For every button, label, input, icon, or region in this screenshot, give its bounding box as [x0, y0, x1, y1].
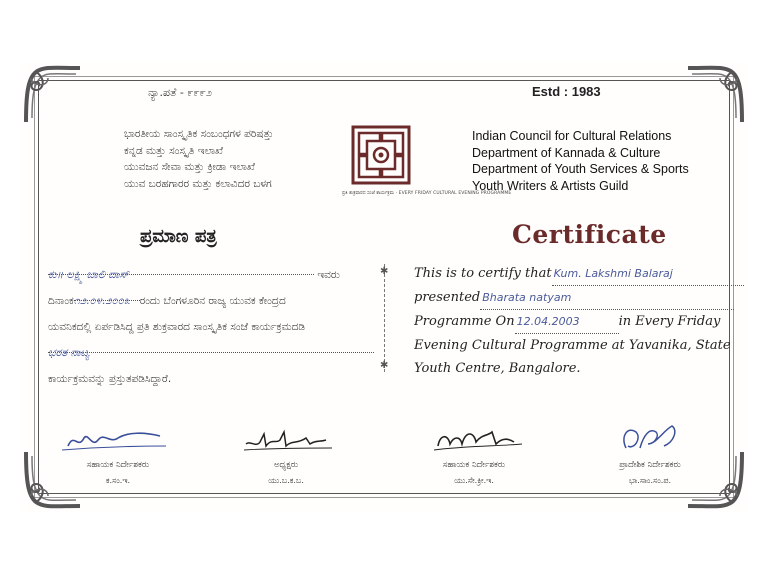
- corner-ornament-top-right-icon: [684, 64, 746, 126]
- logo-caption: ಪ್ರತಿ ಶುಕ್ರವಾರದ ಸಂಜೆ ಕಾರ್ಯಕ್ರಮ · EVERY FRIDAY CULTURAL EVENING PROGRAMME: [342, 191, 512, 196]
- text-fragment: in Every Friday: [618, 314, 721, 329]
- body-english-line: Youth Centre, Bangalore.: [414, 361, 581, 376]
- body-english-line: [414, 262, 744, 286]
- body-english: [414, 262, 744, 380]
- handwritten-program-english: Bharata natyam: [480, 286, 734, 310]
- body-kannada: [48, 262, 384, 392]
- text-fragment: ದಿನಾಂಕ: [48, 295, 74, 307]
- established-year: Estd : 1983: [532, 84, 601, 99]
- org-english-line: Indian Council for Cultural Relations: [472, 129, 672, 143]
- title-english: Certificate: [512, 220, 667, 249]
- org-names-english: [472, 128, 689, 194]
- handwritten-name-english: Kum. Lakshmi Balaraj: [552, 262, 744, 286]
- text-fragment: ರಂದು ಬೆಂಗಳೂರಿನ ರಾಜ್ಯ ಯುವಕ ಕೇಂದ್ರದ: [139, 295, 286, 307]
- org-names-kannada: [124, 126, 273, 192]
- corner-ornament-top-left-icon: [22, 64, 84, 126]
- body-english-line: [414, 286, 744, 310]
- signature-block: [48, 422, 188, 486]
- signatory-role: ಅಧ್ಯಕ್ಷರು: [273, 460, 299, 470]
- registration-number: ನ್ಯಾ.ಪತೆ - ೯೯೯೨: [148, 86, 212, 99]
- title-kannada: ಪ್ರಮಾಣ ಪತ್ರ: [140, 226, 217, 247]
- body-english-line: [414, 310, 744, 334]
- column-divider: [380, 264, 389, 372]
- signatory-department: ಭಾ.ಸಾಂ.ಸಂ.ಪ.: [629, 476, 671, 485]
- handwritten-date-english: 12.04.2003: [515, 310, 619, 334]
- signature-block: [580, 422, 720, 486]
- handwritten-date-kannada: ೧೨.೦೪.೨೦೦೩: [73, 294, 130, 307]
- text-fragment: ಇವರು: [317, 269, 340, 281]
- handwritten-name-kannada: ಕು॥ ಲಕ್ಷ್ಮಿ ಬಾಲಿ ದಾಸ್: [48, 268, 129, 281]
- body-kannada-line: ಕಾರ್ಯಕ್ರಮವನ್ನು ಪ್ರಸ್ತುತಪಡಿಸಿದ್ದಾರೆ.: [48, 373, 172, 385]
- body-kannada-line: [48, 262, 384, 288]
- org-english-line: Department of Youth Services & Sports: [472, 162, 689, 176]
- org-kannada-line: ಯುವಜನ ಸೇವಾ ಮತ್ತು ಕ್ರೀಡಾ ಇಲಾಖೆ: [124, 161, 255, 173]
- signature-icon: [404, 422, 544, 454]
- signature-icon: [48, 422, 188, 454]
- body-english-line: Evening Cultural Programme at Yavanika, State: [414, 338, 731, 353]
- signature-block: [404, 422, 544, 486]
- asterisk-icon: ✱: [380, 360, 389, 371]
- ornate-square-emblem-icon: [350, 124, 412, 186]
- text-fragment: presented: [414, 290, 481, 305]
- certificate: [20, 62, 748, 512]
- signatory-department: ಕ.ಸಂ.ಇ.: [105, 476, 131, 485]
- body-kannada-line: ಯವನಿಕದಲ್ಲಿ ಏರ್ಪಡಿಸಿದ್ದ ಪ್ರತಿ ಶುಕ್ರವಾರದ ಸಾಂಸ್ಕೃತಿಕ ಸಂಜೆ ಕಾರ್ಯಕ್ರಮದಡಿ: [48, 321, 306, 333]
- signatory-role: ಸಹಾಯಕ ನಿರ್ದೇಶಕರು: [442, 460, 506, 470]
- text-fragment: Programme On: [414, 314, 515, 329]
- signatory-department: ಯು.ಸೇ.ಕ್ರೀ.ಇ.: [454, 476, 494, 485]
- signatory-role: ಪ್ರಾದೇಶಿಕ ನಿರ್ದೇಶಕರು: [619, 460, 681, 470]
- signatory-department: ಯು.ಬ.ಕ.ಬ.: [268, 476, 304, 485]
- body-kannada-line: [48, 340, 384, 366]
- signature-block: [216, 422, 356, 486]
- org-english-line: Department of Kannada & Culture: [472, 145, 661, 160]
- asterisk-icon: ✱: [380, 266, 389, 277]
- org-kannada-line: ಭಾರತೀಯ ಸಾಂಸ್ಕೃತಿಕ ಸಂಬಂಧಗಳ ಪರಿಷತ್ತು: [124, 128, 274, 140]
- signature-icon: [216, 422, 356, 454]
- text-fragment: This is to certify that: [414, 266, 552, 281]
- org-english-line: Youth Writers & Artists Guild: [472, 178, 629, 193]
- body-kannada-line: [48, 288, 384, 314]
- signatory-role: ಸಹಾಯಕ ನಿರ್ದೇಶಕರು: [86, 460, 150, 470]
- signature-icon: [580, 422, 720, 454]
- org-kannada-line: ಕನ್ನಡ ಮತ್ತು ಸಂಸ್ಕೃತಿ ಇಲಾಖೆ: [124, 144, 224, 157]
- handwritten-program-kannada: ಭರತ ನಾಟ್ಯ: [48, 346, 90, 359]
- org-kannada-line: ಯುವ ಬರಹಗಾರರ ಮತ್ತು ಕಲಾವಿದರ ಬಳಗ: [124, 177, 272, 190]
